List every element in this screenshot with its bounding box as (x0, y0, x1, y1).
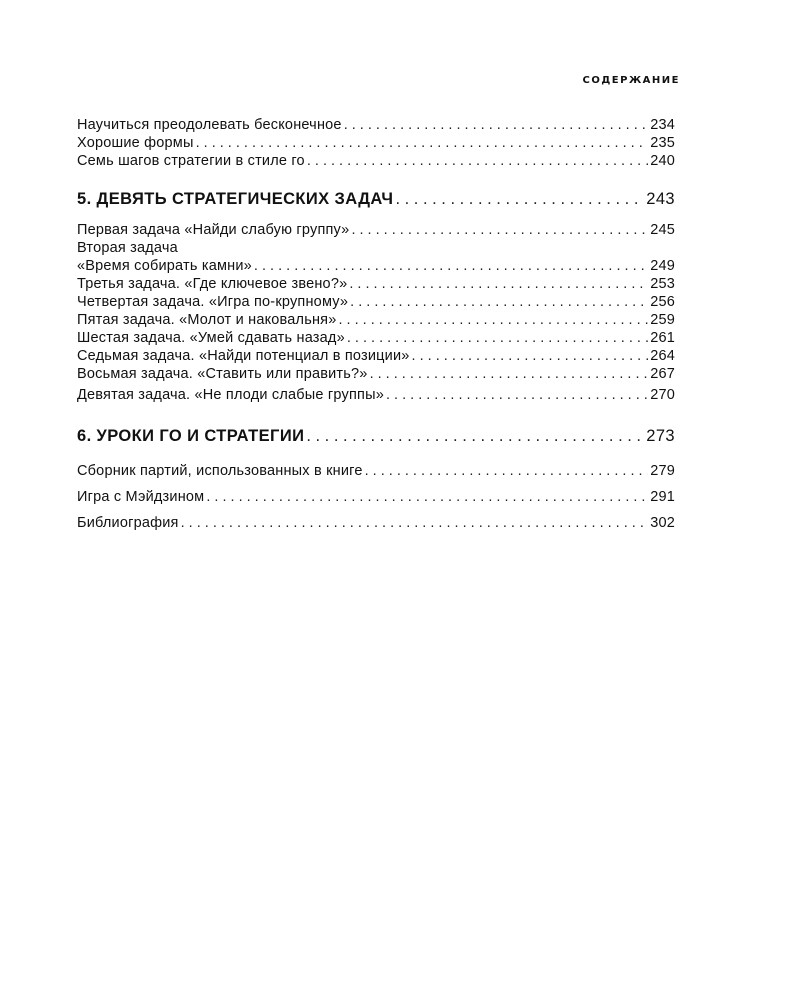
toc-entry[interactable] (77, 221, 675, 239)
chapter-page: 243 (646, 190, 675, 208)
toc-entry-title: Пятая задача. «Молот и наковальня» (77, 312, 337, 328)
dot-leader (347, 329, 648, 347)
dot-leader (196, 134, 649, 152)
toc-entry[interactable] (77, 257, 675, 275)
toc-entry-title: «Время собирать камни» (77, 258, 252, 274)
dot-leader (206, 488, 648, 506)
toc-entry-page: 267 (650, 366, 675, 382)
toc-entry-page: 261 (650, 330, 675, 346)
chapter-title: 6. УРОКИ ГО И СТРАТЕГИИ (77, 427, 305, 445)
toc-chapter-5[interactable] (77, 189, 675, 209)
toc-entry-page: 256 (650, 294, 675, 310)
toc-entry-title: Шестая задача. «Умей сдавать назад» (77, 330, 345, 346)
toc-entry-page: 279 (650, 463, 675, 479)
toc-entry-title: Третья задача. «Где ключевое звено?» (77, 276, 348, 292)
toc-entry[interactable] (77, 152, 675, 170)
dot-leader (344, 116, 649, 134)
toc-entry-page: 234 (650, 117, 675, 133)
dot-leader (181, 514, 649, 532)
toc-entry-page: 291 (650, 489, 675, 505)
toc-entry-title: Четвертая задача. «Игра по-крупному» (77, 294, 349, 310)
toc-entry[interactable] (77, 347, 675, 365)
dot-leader (350, 293, 648, 311)
dot-leader (365, 462, 649, 480)
chapter-title: 5. ДЕВЯТЬ СТРАТЕГИЧЕСКИХ ЗАДАЧ (77, 190, 394, 208)
toc-entry[interactable] (77, 275, 675, 293)
table-of-contents (77, 116, 675, 532)
toc-entry-title: Хорошие формы (77, 135, 194, 151)
toc-entry-page: 240 (650, 153, 675, 169)
dot-leader (254, 257, 648, 275)
toc-entry-page: 259 (650, 312, 675, 328)
toc-entry[interactable] (77, 329, 675, 347)
dot-leader (395, 189, 644, 209)
dot-leader (370, 365, 649, 383)
toc-entry-page: 264 (650, 348, 675, 364)
toc-entry-page: 245 (650, 222, 675, 238)
toc-entry[interactable] (77, 134, 675, 152)
chapter-page: 273 (646, 427, 675, 445)
toc-chapter-6[interactable] (77, 426, 675, 446)
toc-entry-title: Семь шагов стратегии в стиле го (77, 153, 305, 169)
toc-entry[interactable] (77, 386, 675, 404)
toc-entry-page: 253 (650, 276, 675, 292)
toc-entry-title: Седьмая задача. «Найди потенциал в позиции» (77, 348, 410, 364)
dot-leader (307, 152, 648, 170)
toc-entry-title: Девятая задача. «Не плоди слабые группы» (77, 387, 384, 403)
dot-leader (349, 275, 648, 293)
toc-entry-title: Восьмая задача. «Ставить или править?» (77, 366, 368, 382)
toc-entry[interactable] (77, 116, 675, 134)
toc-entry-title-line1[interactable]: Вторая задача (77, 240, 178, 256)
dot-leader (339, 311, 649, 329)
toc-entry-title: Первая задача «Найди слабую группу» (77, 222, 350, 238)
toc-entry[interactable] (77, 293, 675, 311)
toc-entry[interactable] (77, 311, 675, 329)
toc-entry-page: 270 (650, 387, 675, 403)
dot-leader (351, 221, 648, 239)
toc-entry-title: Сборник партий, использованных в книге (77, 463, 363, 479)
toc-entry[interactable] (77, 488, 675, 506)
toc-entry[interactable] (77, 462, 675, 480)
dot-leader (306, 426, 644, 446)
toc-entry-page: 235 (650, 135, 675, 151)
toc-entry-page: 249 (650, 258, 675, 274)
running-head: СОДЕРЖАНИЕ (582, 75, 680, 86)
dot-leader (412, 347, 649, 365)
toc-entry-page: 302 (650, 515, 675, 531)
toc-entry-title: Научиться преодолевать бесконечное (77, 117, 342, 133)
dot-leader (386, 386, 648, 404)
toc-entry[interactable] (77, 514, 675, 532)
toc-entry[interactable] (77, 365, 675, 383)
toc-entry-title: Библиография (77, 515, 179, 531)
toc-entry-title: Игра с Мэйдзином (77, 489, 205, 505)
